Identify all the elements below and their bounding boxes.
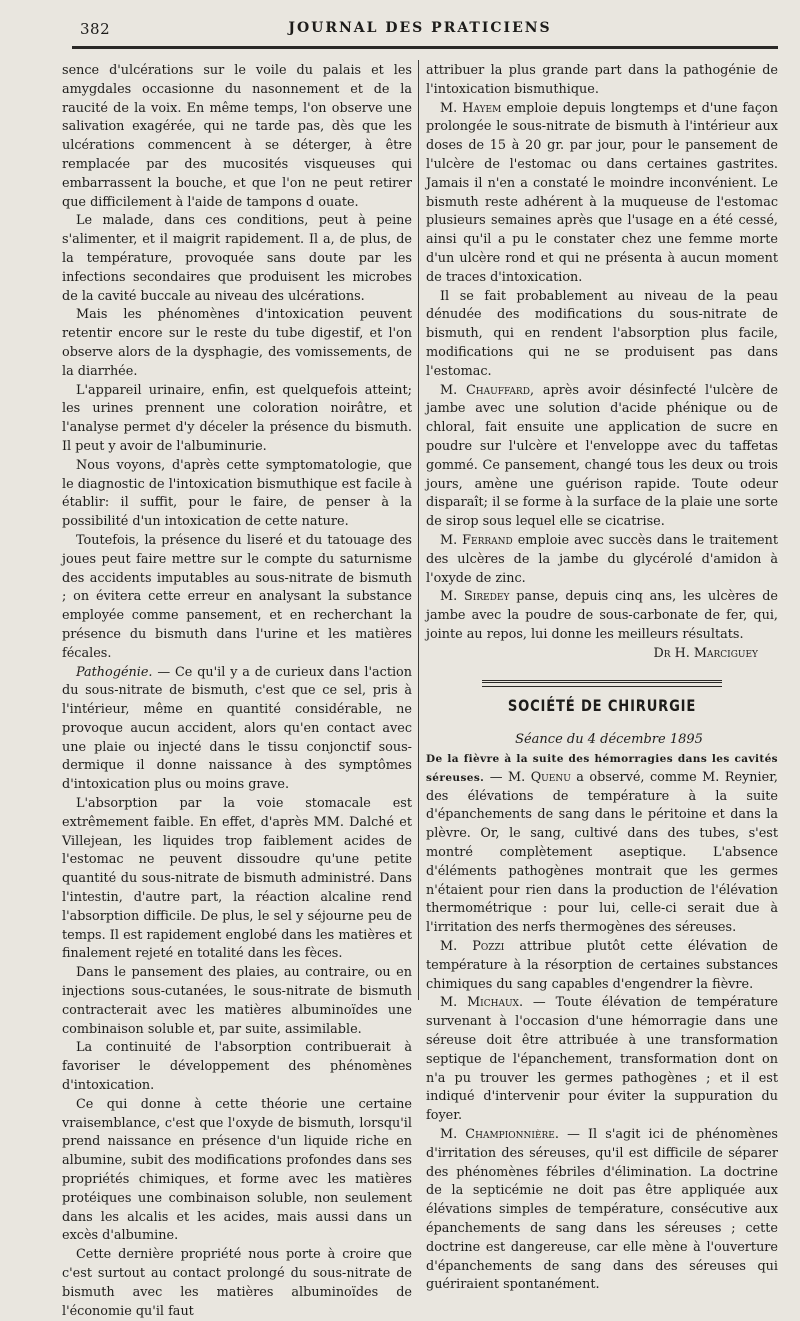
meeting-date: Séance du 4 décembre 1895 <box>515 732 703 748</box>
header-rule <box>72 46 778 49</box>
left-column <box>62 62 412 1321</box>
paragraph-text: . — Toute élévation de température survenant à l'occasion d'une hémorragie dans une séreuse doit être attribuée à une transformation septique de l'épanchement, transformation dont on n'a pu trouver les germes pathogènes ; et il est indiqué d'intervenir pour éviter la suppuration du foyer. <box>426 995 779 1124</box>
paragraph: De la fièvre à la suite des hémorragies dans les cavités séreuses. — M. Quenu a observé, comme M. Reynier, des élévations de température à la suite d'épanchements de sang dans le péritoine et dans la plèvre. Or, le sang, cultivé dans des tubes, s'est montré complètement aseptique. L'absence d'éléments pathogènes montrait que les germes n'étaient pour rien dans la production de l'élévation thermométrique : pour lui, celle-ci serait due à l'irritation des nerfs thermogènes des séreuses. <box>426 753 778 936</box>
paragraph: Toutefois, la présence du liseré et du tatouage des joues peut faire mettre sur le compte du saturnisme des accidents imputables au sous-nitrate de bismuth ; on évitera cette erreur en analysant la substance employée comme pansement, et en recherchant la présence du bismuth dans l'urine et les matières fécales. <box>62 532 412 661</box>
paragraph-text: emploie depuis longtemps et d'une façon prolongée le sous-nitrate de bismuth à l'intérieur aux doses de 15 à 20 gr. par jour, pour le pansement de l'ulcère de l'estomac ou dans certaines gastrites. Jamais il n'en a constaté le moindre inconvénient. Le bismuth reste adhérent à la muqueuse de l'estomac plusieurs semaines après que l'usage en a été cessé, ainsi qu'il a pu le constater chez une femme morte d'un ulcère rond et qui ne présenta à aucun moment de traces d'intoxication. <box>426 100 778 285</box>
paragraph-text: . — Il s'agit ici de phénomènes d'irritation des séreuses, qu'il est difficile de séparer des phénomènes fébriles d'élimination. La doctrine de la septicémie ne doit pas être appliquée aux élévations simples de température, consécutive aux épanchements de sang dans les séreuses ; cette doctrine est dangereuse, car elle mène à l'ouverture d'épanchements de sang dans des séreuses qui guériraient spontanément. <box>426 1127 778 1293</box>
paragraph <box>426 994 778 1126</box>
paragraph-text: panse, depuis cinq ans, les ulcères de jambe avec la poudre de sous-carbonate de fer, qui, jointe au repos, lui donne les meilleurs résultats. <box>426 589 778 642</box>
author-name: M. Hayem <box>440 100 502 116</box>
signature: Dr H. Marciguey <box>653 645 758 661</box>
author-name: M. Michaux <box>440 995 519 1011</box>
paragraph: attribuer la plus grande part dans la pathogénie de l'intoxication bismuthique. <box>426 63 778 97</box>
paragraph-text: a observé, comme M. Reynier, des élévations de température à la suite d'épanchements de sang dans le péritoine et dans la plèvre. Or, le sang, cultivé dans des tubes, s'est montré complètement aseptique. L'absence d'éléments pathogènes montrait que les germes n'étaient pour rien dans la production de l'élévation thermométrique : pour lui, celle-ci serait due à l'irritation des nerfs thermogènes des séreuses. <box>426 769 778 936</box>
paragraph <box>426 938 778 994</box>
author-name: M. Pozzi <box>440 939 505 955</box>
journal-title: JOURNAL DES PRATICIENS <box>288 20 552 36</box>
subject-heading: De la fièvre à la suite des hémorragies dans les cavités séreuses. <box>426 753 778 784</box>
author-name: M. Chauffard <box>440 382 530 398</box>
paragraph: La continuité de l'absorption contribuerait à favoriser le développement des phénomènes d'intoxication. <box>62 1040 412 1094</box>
page-number: 382 <box>80 20 111 38</box>
paragraph: L'absorption par la voie stomacale est extrêmement faible. En effet, d'après MM. Dalché et Villejean, les liquides trop faiblement acides de l'estomac ne peuvent dissoudre qu'une petite quantité du sous-nitrate de bismuth administré. Dans l'intestin, d'autre part, la réaction alcaline rend l'absorption difficile. De plus, le sel y séjourne peu de temps. Il est rapidement englobé dans les matières et finalement rejeté en totalité dans les fèces. <box>62 796 412 962</box>
paragraph <box>426 1126 778 1295</box>
page-header <box>60 18 780 40</box>
paragraph: Le malade, dans ces conditions, peut à peine s'alimenter, et il maigrit rapidement. Il a, de plus, de la température, provoquée sans doute par les infections secondaires que produisent les microbes de la cavité buccale au niveau des ulcérations. <box>62 213 412 304</box>
author-name: M. Championnière <box>440 1127 555 1143</box>
paragraph <box>426 382 778 532</box>
paragraph: Ce qui donne à cette théorie une certaine vraisemblance, c'est que l'oxyde de bismuth, lorsqu'il prend naissance en présence d'un liquide riche en albumine, subit des modifications profondes dans ses propriétés chimiques, et forme avec les matières protéiques une combinaison soluble, non seulement dans les alcalis et les acides, mais aussi dans un excès d'albumine. <box>62 1096 412 1244</box>
section-label-pathogenie: Pathogénie. <box>76 664 153 680</box>
right-column <box>426 62 778 1295</box>
author-name: M. Siredey <box>440 589 510 605</box>
paragraph: L'appareil urinaire, enfin, est quelquefois atteint; les urines prennent une coloration noirâtre, et l'analyse permet d'y déceler la présence du bismuth. Il peut y avoir de l'albuminurie. <box>62 382 412 454</box>
paragraph-text: , après avoir désinfecté l'ulcère de jambe avec une solution d'acide phénique ou de chloral, fait ensuite une application de sucre en poudre sur l'ulcère et l'enveloppe avec du taffetas gommé. Ce pansement, changé tous les deux ou trois jours, amène une guérison rapide. Toute odeur disparaît; il se forme à la surface de la plaie une sorte de sirop sous lequel elle se cicatrise. <box>426 382 778 530</box>
paragraph <box>426 532 778 588</box>
section-title: SOCIÉTÉ DE CHIRURGIE <box>507 695 697 715</box>
paragraph: sence d'ulcérations sur le voile du palais et les amygdales occasionne du nasonnement et de la raucité de la voix. En même temps, l'on observe une salivation exagérée, qui ne tarde pas, dès que les ulcérations commencent à se déterger, à être remplacée par des mucosités visqueuses qui embarrassent la bouche, et que l'on ne peut retirer que difficilement à l'aide de tampons d ouate. <box>62 63 412 210</box>
paragraph: Nous voyons, d'après cette symptomatologie, que le diagnostic de l'intoxication bismuthique est facile à établir: il suffit, pour le faire, de penser à la possibilité d'un intoxication de cette nature. <box>62 457 412 530</box>
paragraph <box>426 100 778 288</box>
paragraph: Dans le pansement des plaies, au contraire, ou en injections sous-cutanées, le sous-nitrate de bismuth contracterait avec les matières albuminoïdes une combinaison soluble et, par suite, assimilable. <box>62 965 412 1037</box>
paragraph: Cette dernière propriété nous porte à croire que c'est surtout au contact prolongé du sous-nitrate de bismuth avec les matières albuminoïdes de l'économie qu'il faut <box>62 1247 412 1319</box>
paragraph <box>62 664 412 796</box>
paragraph-text: attribue plutôt cette élévation de température à la résorption de certaines substances chimiques du sang capables d'engendrer la fièvre. <box>426 939 778 992</box>
paragraph: Mais les phénomènes d'intoxication peuvent retentir encore sur le reste du tube digestif, et l'on observe alors de la dysphagie, des vomissements, de la diarrhée. <box>62 307 412 379</box>
paragraph <box>426 588 778 644</box>
paragraph: Il se fait probablement au niveau de la peau dénudée des modifications du sous-nitrate de bismuth, qui en rendent l'absorption plus facile, modifications qui ne se produisent pas dans l'estomac. <box>426 288 778 379</box>
author-name: M. Quenu <box>508 769 571 785</box>
paragraph-text: emploie avec succès dans le traitement des ulcères de la jambe du glycérolé d'amidon à l'oxyde de zinc. <box>426 532 778 586</box>
column-divider <box>418 60 419 1000</box>
section-rule <box>482 680 722 687</box>
author-name: M. Ferrand <box>440 532 513 548</box>
paragraph-text: — Ce qu'il y a de curieux dans l'action du sous-nitrate de bismuth, c'est que ce sel, pris à l'intérieur, même en quantité considérable, ne provoque aucun accident, alors qu'en contact avec une plaie ou injecté dans le tissu conjonctif sous-dermique il donne naissance à des symptômes d'intoxication plus ou moins grave. <box>62 664 412 793</box>
